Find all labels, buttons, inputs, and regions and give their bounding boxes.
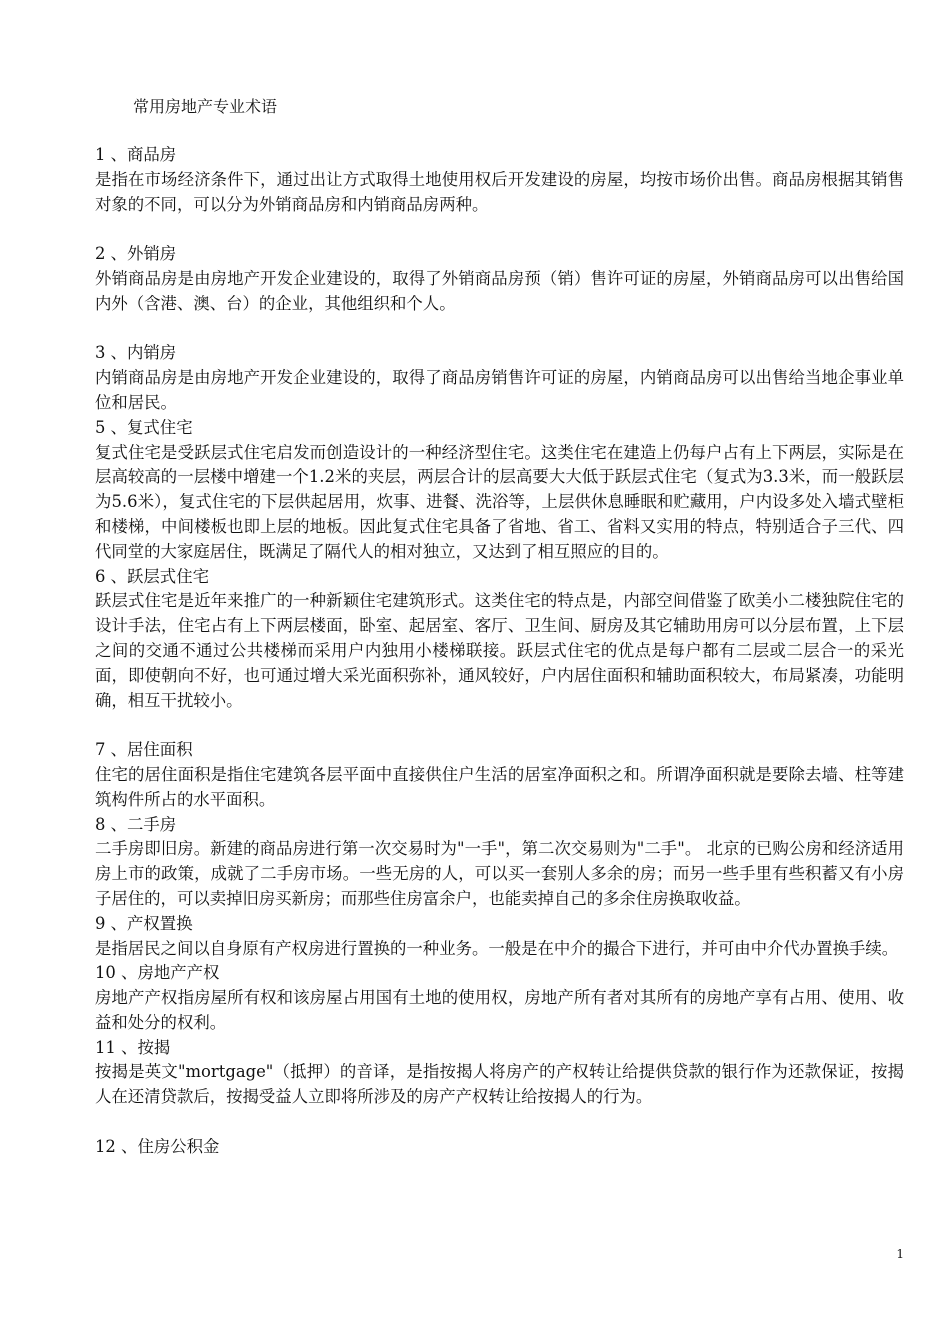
section-property-exchange <box>95 912 904 962</box>
section-body: 外销商品房是由房地产开发企业建设的，取得了外销商品房预（销）售许可证的房屋，外销商品房可以出售给国内外（含港、澳、台）的企业，其他组织和个人。 <box>95 268 904 313</box>
section-body: 是指在市场经济条件下，通过出让方式取得土地使用权后开发建设的房屋，均按市场价出售。商品房根据其销售对象的不同，可以分为外销商品房和内销商品房两种。 <box>95 169 904 214</box>
section-body: 复式住宅是受跃层式住宅启发而创造设计的一种经济型住宅。这类住宅在建造上仍每户占有上下两层，实际是在层高较高的一层楼中增建一个1.2米的夹层，两层合计的层高要大大低于跃层式住宅（复式为3.3米，而一般跃层为5.6米），复式住宅的下层供起居用，炊事、进餐、洗浴等，上层供休息睡眠和贮藏用，户内设多处入墙式壁柜和楼梯，中间楼板也即上层的地板。因此复式住宅具备了省地、省工、省料又实用的特点，特别适合子三代、四代同堂的大家庭居住，既满足了隔代人的相对独立，又达到了相互照应的目的。 <box>95 442 904 561</box>
section-heading: 3 、内销房 <box>95 343 177 363</box>
section-heading: 8 、二手房 <box>95 814 177 834</box>
section-second-hand-housing <box>95 813 904 912</box>
section-mortgage <box>95 1036 904 1110</box>
section-heading: 7 、居住面积 <box>95 740 193 760</box>
section-heading: 12 、住房公积金 <box>95 1136 220 1156</box>
section-domestic-housing <box>95 341 904 415</box>
section-body: 是指居民之间以自身原有产权房进行置换的一种业务。一般是在中介的撮合下进行，并可由中介代办置换手续。 <box>95 938 899 958</box>
section-body: 房地产产权指房屋所有权和该房屋占用国有土地的使用权，房地产所有者对其所有的房地产享有占用、使用、收益和处分的权利。 <box>95 988 904 1032</box>
section-duplex-residence <box>95 416 904 565</box>
section-heading: 5 、复式住宅 <box>95 417 193 437</box>
page-number: 1 <box>896 1247 904 1261</box>
section-heading: 2 、外销房 <box>95 244 177 264</box>
section-heading: 6 、跃层式住宅 <box>95 566 209 586</box>
section-living-area <box>95 738 904 812</box>
section-body: 按揭是英文"mortgage"（抵押）的音译，是指按揭人将房产的产权转让给提供贷款的银行作为还款保证，按揭人在还清贷款后，按揭受益人立即将所涉及的房产产权转让给按揭人的行为。 <box>95 1062 904 1107</box>
document-content <box>95 143 904 1160</box>
section-body: 住宅的居住面积是指住宅建筑各层平面中直接供住户生活的居室净面积之和。所谓净面积就是要除去墙、柱等建筑构件所占的水平面积。 <box>95 764 904 809</box>
section-real-estate-property-rights <box>95 961 904 1035</box>
section-heading: 1 、商品房 <box>95 145 177 164</box>
section-heading: 11 、按揭 <box>95 1037 171 1057</box>
section-body: 二手房即旧房。新建的商品房进行第一次交易时为"一手"，第二次交易则为"二手"。 北京的已购公房和经济适用房上市的政策，成就了二手房市场。一些无房的人，可以买一套别人多余的房；而另一些手里有些积蓄又有小房子居住的，可以卖掉旧房买新房；而那些住房富余户，也能卖掉自己的多余住房换取收益。 <box>95 839 904 908</box>
section-body: 跃层式住宅是近年来推广的一种新颖住宅建筑形式。这类住宅的特点是，内部空间借鉴了欧美小二楼独院住宅的设计手法，住宅占有上下两层楼面，卧室、起居室、客厅、卫生间、厨房及其它辅助用房可以分层布置，上下层之间的交通不通过公共楼梯而采用户内独用小楼梯联接。跃层式住宅的优点是每户都有二层或二层合一的采光面，即使朝向不好，也可通过增大采光面积弥补，通风较好，户内居住面积和辅助面积较大，布局紧凑，功能明确，相互干扰较小。 <box>95 591 904 710</box>
section-split-level-residence <box>95 565 904 714</box>
section-heading: 10 、房地产产权 <box>95 963 220 983</box>
section-body: 内销商品房是由房地产开发企业建设的，取得了商品房销售许可证的房屋，内销商品房可以出售给当地企事业单位和居民。 <box>95 368 904 412</box>
section-export-housing <box>95 242 904 316</box>
section-commodity-housing <box>95 143 904 217</box>
section-housing-provident-fund <box>95 1135 904 1160</box>
section-heading: 9 、产权置换 <box>95 913 193 933</box>
document-title: 常用房地产专业术语 <box>133 97 278 116</box>
